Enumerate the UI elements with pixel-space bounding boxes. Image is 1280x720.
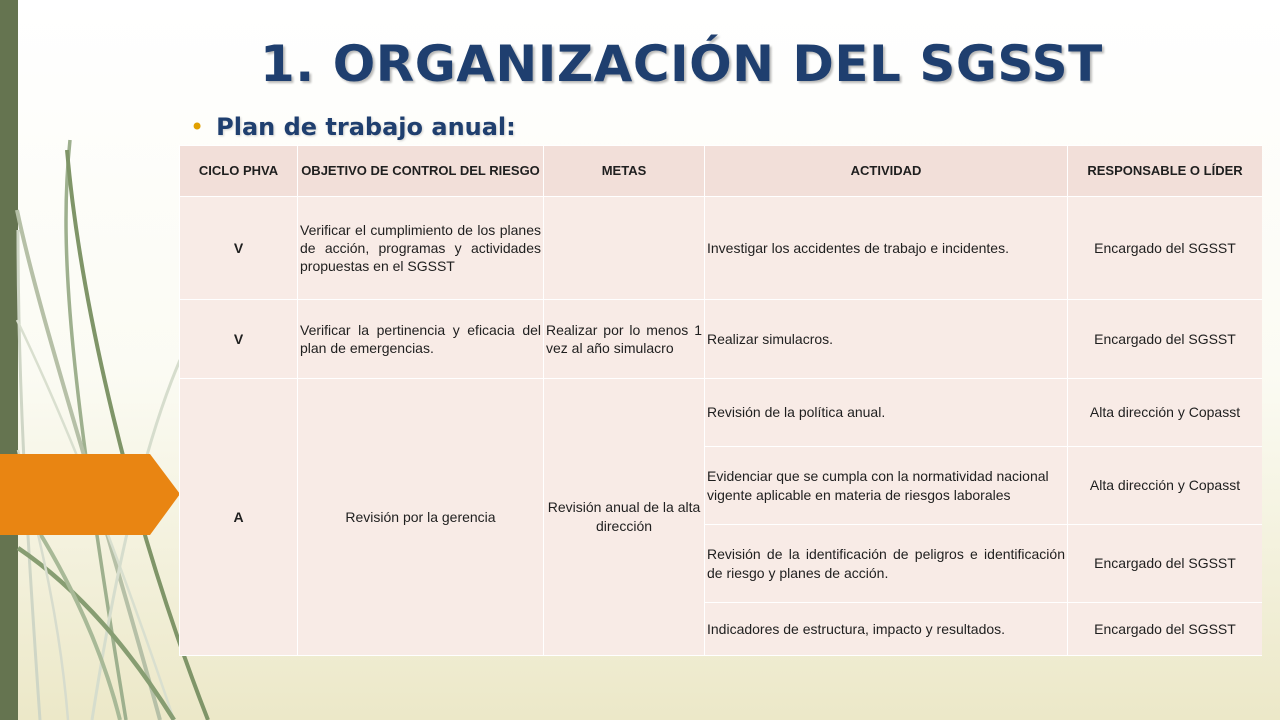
group-a-actividad-cell: Indicadores de estructura, impacto y resultados. — [705, 603, 1068, 656]
table-body — [180, 197, 1263, 656]
group-a-responsable-cell: Alta dirección y Copasst — [1068, 447, 1263, 525]
annual-plan-table — [179, 145, 1262, 656]
subtitle-row — [190, 110, 516, 144]
header-actividad: ACTIVIDAD — [705, 146, 1068, 197]
table-header-row — [180, 146, 1263, 197]
slide-subtitle: Plan de trabajo anual: — [216, 113, 516, 141]
row-objetivo-cell: Verificar el cumplimiento de los planes de acción, programas y actividades propuestas en el SGSST — [298, 197, 544, 300]
bullet-dot-icon: • — [190, 113, 205, 141]
group-a-actividad-cell: Evidenciar que se cumpla con la normatividad nacional vigente aplicable en materia de riesgos laborales — [705, 447, 1068, 525]
group-a-actividad-cell: Revisión de la identificación de peligros e identificación de riesgo y planes de acción. — [705, 525, 1068, 603]
row-responsable-cell: Encargado del SGSST — [1068, 197, 1263, 300]
annual-plan-table-wrap — [179, 145, 1262, 656]
orange-accent-shape — [0, 454, 180, 535]
group-a-responsable-cell: Encargado del SGSST — [1068, 603, 1263, 656]
decorative-curve-7 — [18, 548, 174, 720]
table-row — [180, 197, 1263, 300]
row-responsable-cell: Encargado del SGSST — [1068, 300, 1263, 379]
slide-title: 1. ORGANIZACIÓN DEL SGSST — [260, 35, 1103, 93]
row-ciclo-cell: V — [180, 300, 298, 379]
left-accent-bar — [0, 0, 18, 720]
group-a-objetivo-cell: Revisión por la gerencia — [298, 379, 544, 656]
decorative-curve-6 — [92, 360, 180, 720]
row-actividad-cell: Realizar simulacros. — [705, 300, 1068, 379]
row-objetivo-cell: Verificar la pertinencia y eficacia del plan de emergencias. — [298, 300, 544, 379]
header-objetivo-control: OBJETIVO DE CONTROL DEL RIESGO — [298, 146, 544, 197]
group-a-ciclo-cell: A — [180, 379, 298, 656]
group-a-responsable-cell: Encargado del SGSST — [1068, 525, 1263, 603]
row-ciclo-cell: V — [180, 197, 298, 300]
header-metas: METAS — [544, 146, 705, 197]
table-row — [180, 300, 1263, 379]
row-metas-cell — [544, 197, 705, 300]
group-a-metas-cell: Revisión anual de la alta dirección — [544, 379, 705, 656]
row-metas-cell: Realizar por lo menos 1 vez al año simulacro — [544, 300, 705, 379]
group-a-actividad-cell: Revisión de la política anual. — [705, 379, 1068, 447]
table-row — [180, 379, 1263, 447]
decorative-curve-1 — [66, 140, 126, 720]
header-responsable: RESPONSABLE O LÍDER — [1068, 146, 1263, 197]
orange-accent-tab — [0, 454, 180, 535]
header-ciclo-phva: CICLO PHVA — [180, 146, 298, 197]
group-a-responsable-cell: Alta dirección y Copasst — [1068, 379, 1263, 447]
row-actividad-cell: Investigar los accidentes de trabajo e incidentes. — [705, 197, 1068, 300]
table-head — [180, 146, 1263, 197]
